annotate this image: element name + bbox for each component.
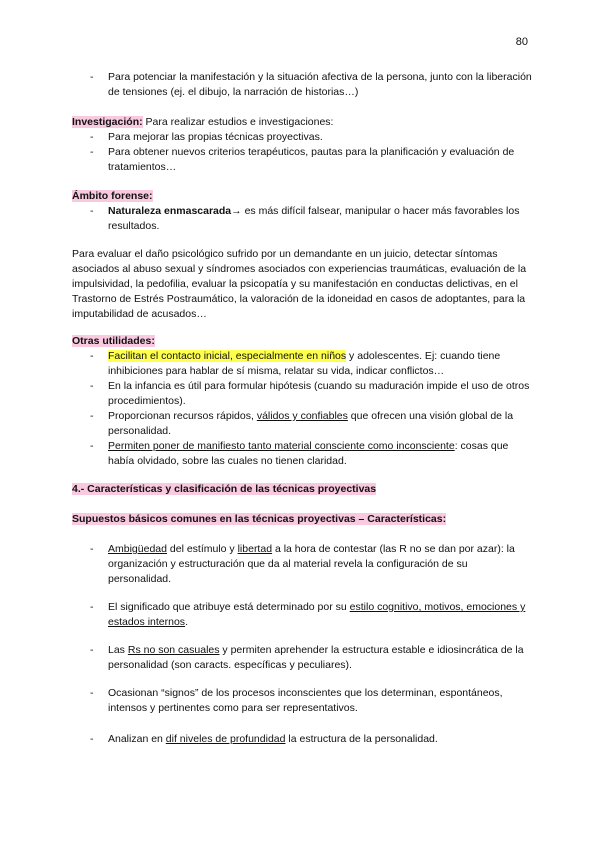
list-item: [72, 145, 532, 175]
list-item-text: Analizan en: [108, 733, 166, 745]
list-item-significado: [72, 600, 532, 630]
underlined-text: Ambigüedad: [108, 543, 167, 555]
list-item: [72, 204, 532, 234]
list-item-text: y permiten aprehender la estructura estable e idiosincrática de la personalidad (son caracts. específicas y peculiares).: [108, 644, 524, 671]
list-item: [72, 349, 532, 379]
section-forense: [72, 189, 532, 234]
section-4-title: 4.- Características y clasificación de las técnicas proyectivas: [72, 483, 377, 495]
list-item: [72, 732, 532, 747]
dash-bullet: -: [90, 71, 94, 83]
section-4-subtitle-block: [72, 512, 532, 527]
underlined-text: Rs no son casuales: [127, 644, 220, 656]
section-4-title-block: [72, 482, 532, 497]
section-4-subtitle: Supuestos básicos comunes en las técnicas proyectivas – Características:: [72, 513, 447, 525]
underlined-text: libertad: [237, 543, 273, 555]
list-block-affective: [72, 70, 532, 100]
heading-otras-utilidades: Otras utilidades:: [72, 335, 155, 347]
investigacion-intro: Para realizar estudios e investigaciones:: [142, 116, 334, 128]
dash-bullet: -: [90, 146, 94, 158]
section-investigacion: [72, 115, 532, 175]
dash-bullet: -: [90, 644, 94, 656]
list-item-text: En la infancia es útil para formular hipótesis (cuando su maduración impide el uso de otros procedimientos).: [108, 380, 530, 407]
dash-bullet: -: [90, 131, 94, 143]
list-item-text: del estímulo y: [166, 543, 238, 555]
dash-bullet: -: [90, 440, 94, 452]
dash-bullet: -: [90, 380, 94, 392]
list-item: [72, 542, 532, 587]
dash-bullet: -: [90, 733, 94, 745]
paragraph-text: Para evaluar el daño psicológico sufrido por un demandante en un juicio, detectar síntomas asociados al abuso sexual y síndromes asociados con experiencias traumáticas, evaluación de la impulsividad, la pedofilia, evaluar la psicopatía y su manifestación en conductas delictivas, en el Trastorno de Estrés Postraumático, la valoración de la idoneidad en casos de adoptantes, para la imputabilidad de acusados…: [72, 248, 527, 320]
list-item: [72, 379, 532, 409]
list-item-text: : cosas que había olvidado, sobre las cuales no tienen claridad.: [108, 440, 509, 467]
list-item: [72, 600, 532, 630]
list-item: [72, 643, 532, 673]
list-item-bold: Naturaleza enmascarada: [108, 205, 232, 217]
highlighted-text: Facilitan el contacto inicial, especialmente en niños: [108, 350, 347, 362]
underlined-text: dif niveles de profundidad: [165, 733, 286, 745]
underlined-text: Permiten poner de manifiesto tanto material consciente como inconsciente: [108, 440, 455, 452]
underlined-text: válidos y confiables: [256, 410, 348, 422]
heading-investigacion: Investigación:: [72, 116, 143, 128]
underlined-text: estilo cognitivo, motivos, emociones y estados internos: [108, 601, 526, 628]
list-item-text: la estructura de la personalidad.: [285, 733, 438, 745]
list-item-text: El significado que atribuye está determinado por su: [108, 601, 350, 613]
list-item-niveles: [72, 732, 532, 747]
list-item: [72, 70, 532, 100]
forense-paragraph: [72, 247, 532, 322]
dash-bullet: -: [90, 350, 94, 362]
list-item-ambiguedad: [72, 542, 532, 587]
list-item-text: → es más difícil falsear, manipular o hacer más favorables los resultados.: [108, 205, 520, 232]
list-item-text: .: [185, 616, 188, 628]
list-item: [72, 686, 532, 716]
list-item-text: Para obtener nuevos criterios terapéuticos, pautas para la planificación y evaluación de tratamientos…: [108, 146, 515, 173]
list-item-text: Para potenciar la manifestación y la situación afectiva de la persona, junto con la liberación de tensiones (ej. el dibujo, la narración de historias…): [108, 71, 532, 98]
dash-bullet: -: [90, 543, 94, 555]
dash-bullet: -: [90, 687, 94, 699]
list-item: [72, 130, 532, 145]
heading-forense: Ámbito forense:: [72, 190, 153, 202]
list-item-text: a la hora de contestar (las R no se dan por azar): la organización y estructuración que da al material revela la configuración de su personalidad.: [108, 543, 515, 585]
dash-bullet: -: [90, 410, 94, 422]
list-item: [72, 409, 532, 439]
list-item-signos: [72, 686, 532, 716]
list-item-text: Ocasionan “signos” de los procesos inconscientes que los determinan, espontáneos, intensos y pertinentes como para ser representativos.: [108, 687, 503, 714]
list-item-text: Las: [108, 644, 128, 656]
list-item: [72, 439, 532, 469]
list-item-rs: [72, 643, 532, 673]
page-number: 80: [515, 36, 528, 48]
dash-bullet: -: [90, 205, 94, 217]
list-item-text: Para mejorar las propias técnicas proyectivas.: [108, 131, 323, 143]
section-otras-utilidades: [72, 334, 532, 469]
list-item-text: que ofrecen una visión global de la personalidad.: [108, 410, 514, 437]
dash-bullet: -: [90, 601, 94, 613]
list-item-text: y adolescentes. Ej: cuando tiene inhibiciones para hablar de sí misma, relatar su vida, indicar conflictos…: [108, 350, 501, 377]
list-item-text: Proporcionan recursos rápidos,: [108, 410, 257, 422]
